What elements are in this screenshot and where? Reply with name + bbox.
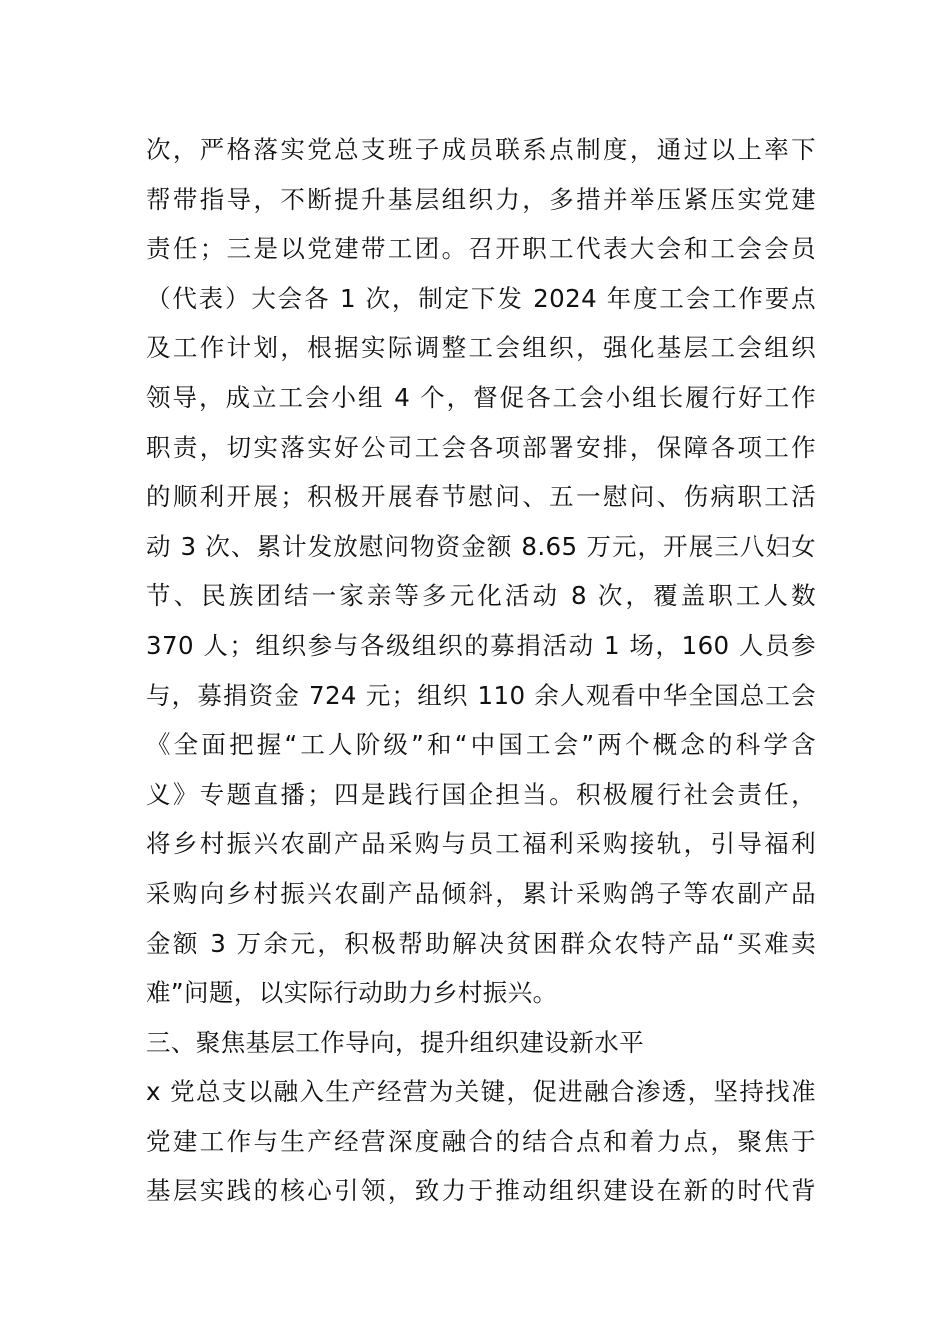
- body-line-2: 帮带指导，不断提升基层组织力，多措并举压紧压实党建: [146, 184, 816, 214]
- body-line-15: 将乡村振兴农副产品采购与员工福利采购接轨，引导福利: [146, 829, 816, 859]
- body-line-20: x 党总支以融入生产经营为关键，促进融合渗透，坚持找准: [146, 1077, 816, 1107]
- body-line-6: 领导，成立工会小组 4 个，督促各工会小组长履行好工作: [146, 382, 816, 412]
- body-line-10: 节、民族团结一家亲等多元化活动 8 次，覆盖职工人数: [146, 581, 816, 611]
- body-line-16: 采购向乡村振兴农副产品倾斜，累计采购鸽子等农副产品: [146, 878, 816, 908]
- body-line-14: 义》专题直播；四是践行国企担当。积极履行社会责任，: [146, 779, 816, 809]
- section-heading: 三、聚焦基层工作导向，提升组织建设新水平: [146, 1027, 644, 1057]
- body-line-12: 与，募捐资金 724 元；组织 110 余人观看中华全国总工会: [146, 680, 816, 710]
- body-line-1: 次，严格落实党总支班子成员联系点制度，通过以上率下: [146, 135, 816, 164]
- body-line-9: 动 3 次、累计发放慰问物资金额 8.65 万元，开展三八妇女: [146, 531, 816, 561]
- body-line-5: 及工作计划，根据实际调整工会组织，强化基层工会组织: [146, 333, 816, 363]
- body-line-18: 难”问题，以实际行动助力乡村振兴。: [146, 978, 558, 1008]
- body-line-7: 职责，切实落实好公司工会各项部署安排，保障各项工作: [146, 432, 816, 462]
- body-line-11: 370 人；组织参与各级组织的募捐活动 1 场，160 人员参: [146, 630, 816, 660]
- document-body: [146, 125, 816, 1216]
- body-line-3: 责任；三是以党建带工团。召开职工代表大会和工会会员: [146, 234, 816, 264]
- body-line-22: 基层实践的核心引领，致力于推动组织建设在新的时代背: [146, 1176, 816, 1206]
- body-line-8: 的顺利开展；积极开展春节慰问、五一慰问、伤病职工活: [146, 482, 816, 512]
- body-line-17: 金额 3 万余元，积极帮助解决贫困群众农特产品“买难卖: [146, 928, 816, 958]
- body-line-13: 《全面把握“工人阶级”和“中国工会”两个概念的科学含: [146, 730, 816, 760]
- body-line-21: 党建工作与生产经营深度融合的结合点和着力点，聚焦于: [146, 1126, 816, 1156]
- body-line-4: （代表）大会各 1 次，制定下发 2024 年度工会工作要点: [146, 283, 816, 313]
